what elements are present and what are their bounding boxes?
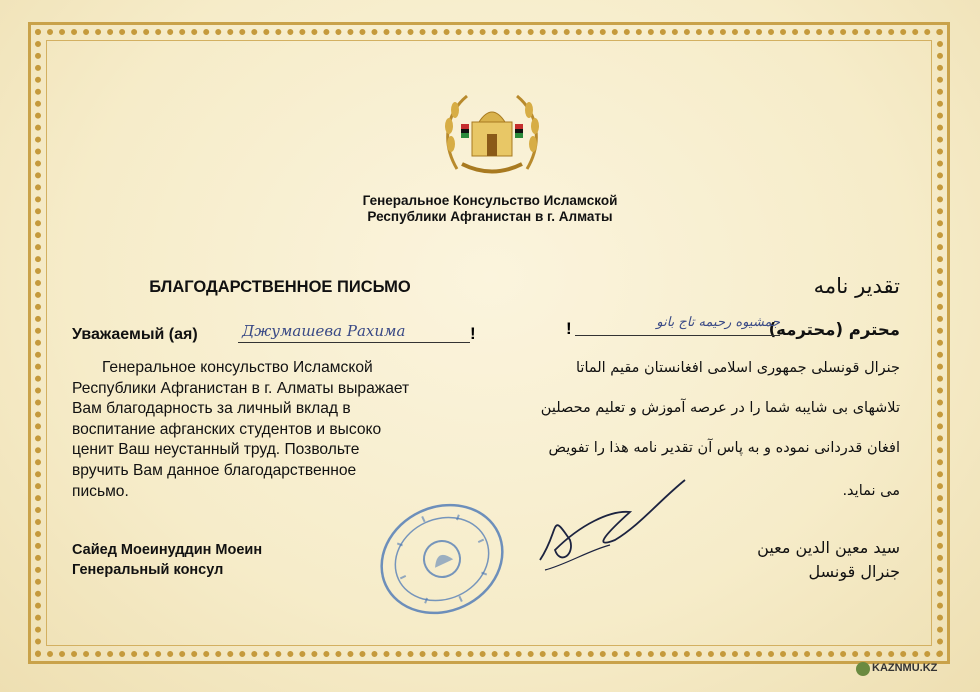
dari-body-line: می نماید. — [842, 483, 900, 499]
russian-exclamation: ! — [470, 324, 476, 343]
russian-body-line: вручить Вам данное благодарственное — [72, 461, 357, 479]
dari-title: تقدیر نامه — [813, 274, 900, 298]
consulate-line-2: Республики Афганистан в г. Алматы — [367, 209, 613, 224]
afghanistan-emblem-icon — [437, 84, 547, 184]
handwritten-signature — [520, 470, 700, 580]
dari-recipient-name: جمشیوه رحیمه تاج بانو — [575, 315, 780, 336]
russian-recipient-name: Джумашева Рахима — [238, 322, 470, 343]
watermark: KAZNMU.KZ — [872, 662, 938, 674]
russian-signer — [72, 540, 262, 580]
consulate-line-1: Генеральное Консульство Исламской — [362, 193, 618, 208]
russian-body — [72, 358, 482, 502]
official-stamp-icon — [372, 498, 512, 620]
russian-body-line: Генеральное консульство Исламской — [102, 359, 373, 376]
russian-title: БЛАГОДАРСТВЕННОЕ ПИСЬМО — [149, 278, 411, 296]
russian-body-line: Вам благодарность за личный вклад в — [72, 400, 351, 418]
russian-body-line: воспитание афганских студентов и высоко — [72, 420, 382, 438]
russian-body-line: письмо. — [72, 482, 129, 500]
russian-signer-name: Сайед Моеинуддин Моеин — [72, 542, 263, 558]
russian-body-line: Республики Афганистан в г. Алматы выражает — [72, 379, 410, 397]
russian-signer-title: Генеральный консул — [72, 562, 224, 578]
dari-body-line: جنرال قونسلی جمهوری اسلامی افغانستان مقیم الماتا — [575, 360, 900, 376]
kaznmu-logo-icon — [856, 662, 870, 676]
dari-salutation: محترم (محترمه) — [768, 320, 900, 339]
dari-exclamation: ! — [566, 319, 572, 338]
russian-salutation: Уважаемый (ая) — [72, 326, 198, 343]
dari-body-line: تلاشهای بی شایبه شما را در عرصه آموزش و تعلیم محصلین — [540, 400, 900, 416]
consulate-header — [300, 193, 680, 225]
russian-body-line: ценит Ваш неустанный труд. Позвольте — [72, 441, 360, 459]
dari-body-line: افغان قدردانی نموده و به پاس آن تقدیر نامه هذا را تفویض — [548, 440, 900, 456]
dari-signer-title: جنرال قونسل — [808, 562, 900, 581]
dari-signer-name: سید معین الدین معین — [757, 538, 900, 557]
